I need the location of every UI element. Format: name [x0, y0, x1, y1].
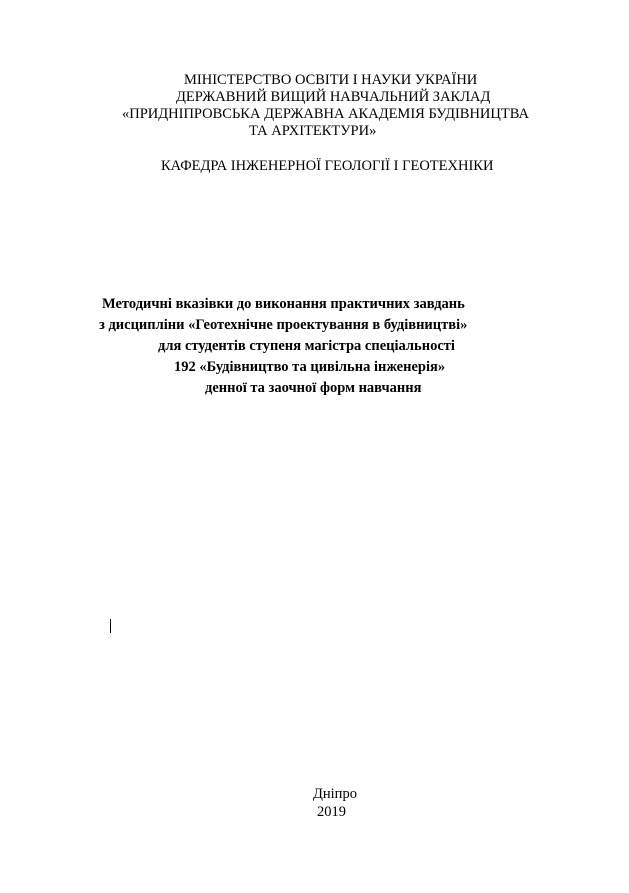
- title-line-4: 192 «Будівництво та цивільна інженерія»: [174, 359, 446, 375]
- department-line: КАФЕДРА ІНЖЕНЕРНОЇ ГЕОЛОГІЇ І ГЕОТЕХНІКИ: [161, 158, 494, 174]
- academy-name-line: «ПРИДНІПРОВСЬКА ДЕРЖАВНА АКАДЕМІЯ БУДІВНИЦТВА: [122, 106, 529, 122]
- text-cursor[interactable]: [110, 619, 111, 633]
- title-line-2: з дисципліни «Геотехнічне проектування в будівництві»: [99, 317, 468, 333]
- title-line-1: Методичні вказівки до виконання практичних завдань: [102, 296, 465, 312]
- city-line: Дніпро: [313, 786, 357, 802]
- year-line: 2019: [317, 804, 346, 820]
- title-line-5: денної та заочної форм навчання: [205, 380, 422, 396]
- institution-type-line: ДЕРЖАВНИЙ ВИЩИЙ НАВЧАЛЬНИЙ ЗАКЛАД: [176, 89, 491, 105]
- title-line-3: для студентів ступеня магістра спеціальності: [158, 338, 455, 354]
- academy-name-line-2: ТА АРХІТЕКТУРИ»: [249, 123, 377, 139]
- ministry-line: МІНІСТЕРСТВО ОСВІТИ І НАУКИ УКРАЇНИ: [184, 72, 478, 88]
